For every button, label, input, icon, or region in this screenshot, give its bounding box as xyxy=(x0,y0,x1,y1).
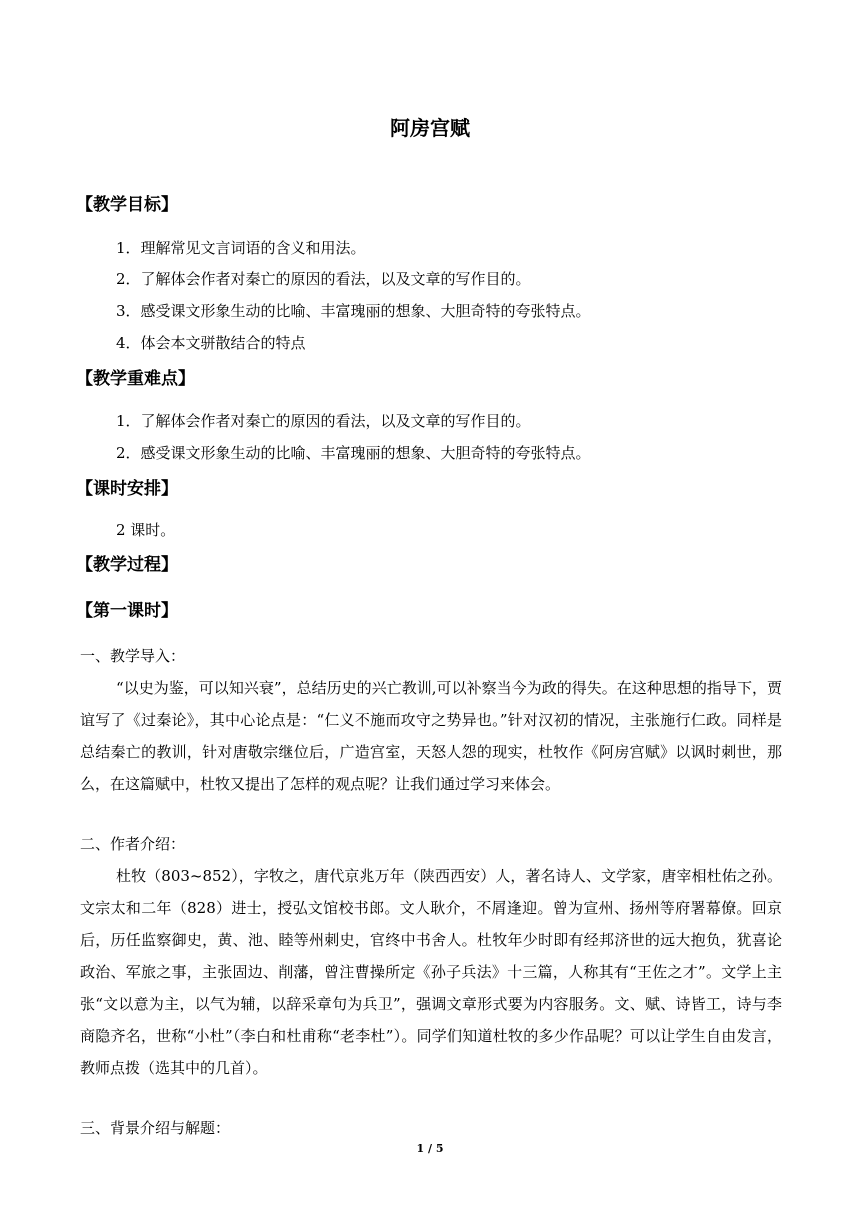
page-number: 1 / 5 xyxy=(416,1142,444,1155)
key-point-item-2: 2．感受课文形象生动的比喻、丰富瑰丽的想象、大胆奇特的夸张特点。 xyxy=(116,444,591,462)
section1-title: 一、教学导入： xyxy=(80,647,186,665)
key-point-item-1: 1．了解体会作者对秦亡的原因的看法，以及文章的写作目的。 xyxy=(116,412,531,430)
document-title: 阿房宫赋 xyxy=(390,116,470,140)
objective-item-2: 2．了解体会作者对秦亡的原因的看法，以及文章的写作目的。 xyxy=(116,270,531,288)
process-heading: 【教学过程】 xyxy=(76,555,178,575)
schedule-heading: 【课时安排】 xyxy=(76,479,178,499)
section1-paragraph: “以史为鉴，可以知兴衰”，总结历史的兴亡教训,可以补察当今为政的得失。在这种思想的指导下，贾谊写了《过秦论》，其中心论点是：“仁义不施而攻守之势异也。”针对汉初的情况，主张施行仁政。同样是总结秦亡的教训，针对唐敬宗继位后，广造宫室，天怒人怨的现实，杜牧作《阿房宫赋》以讽时刺世，那么，在这篇赋中，杜牧又提出了怎样的观点呢？让我们通过学习来体会。 xyxy=(80,679,782,793)
section2-paragraph: 杜牧（803~852），字牧之，唐代京兆万年（陕西西安）人，著名诗人、文学家，唐宰相杜佑之孙。文宗太和二年（828）进士，授弘文馆校书郎。文人耿介，不屑逢迎。曾为宣州、扬州等府署幕僚。回京后，历任监察御史，黄、池、睦等州刺史，官终中书舍人。杜牧年少时即有经邦济世的远大抱负，犹喜论政治、军旅之事，主张固边、削藩，曾注曹操所定《孙子兵法》十三篇，人称其有“王佐之才”。文学上主张“文以意为主，以气为辅，以辞采章句为兵卫”，强调文章形式要为内容服务。文、赋、诗皆工，诗与李商隐齐名，世称“小杜”（李白和杜甫称“老李杜”）。同学们知道杜牧的多少作品呢？可以让学生自由发言，教师点拨（选其中的几首）。 xyxy=(80,867,782,1077)
objective-item-3: 3．感受课文形象生动的比喻、丰富瑰丽的想象、大胆奇特的夸张特点。 xyxy=(116,302,591,320)
section2-title: 二、作者介绍： xyxy=(80,835,186,853)
schedule-text: 2 课时。 xyxy=(116,521,176,539)
objectives-heading: 【教学目标】 xyxy=(76,195,178,215)
lesson1-heading: 【第一课时】 xyxy=(76,601,178,621)
objective-item-1: 1．理解常见文言词语的含义和用法。 xyxy=(116,239,366,257)
key-points-heading: 【教学重难点】 xyxy=(76,369,195,389)
objective-item-4: 4．体会本文骈散结合的特点 xyxy=(116,334,306,352)
section3-title: 三、背景介绍与解题： xyxy=(80,1119,231,1137)
